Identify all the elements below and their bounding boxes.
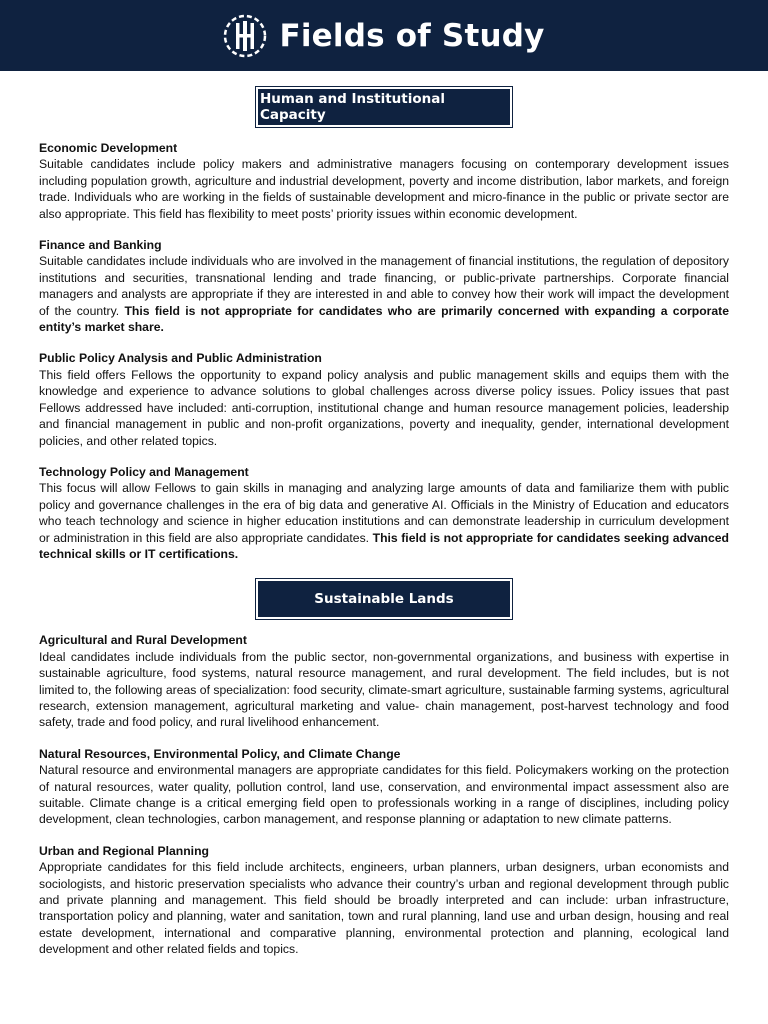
field-title: Economic Development — [39, 141, 178, 155]
field-title: Finance and Banking — [39, 238, 162, 253]
field-title: Agricultural and Rural Development — [39, 633, 247, 648]
page-title: Fields of Study — [279, 17, 545, 54]
field-body-text: Suitable candidates include individuals who are involved in the management of financial institutions, the regulation of depository institutions and securities, transnational lending and trade financing, or public-private partnerships. Corporate financial managers and analysts are appropriate if they are interested in and able to convey how their work will impact the development of the country. — [39, 254, 729, 318]
field-body-text: Ideal candidates include individuals from the public sector, non-governmental organizations, and business with expertise in sustainable agriculture, food systems, natural resource management, and rural development. The field includes, but is not limited to, the following areas of specialization: food security, climate-smart agriculture, sustainable farming systems, agricultural research, extension management, agricultural marketing and value- chain management, post-harvest technology and food safety, trade and food policy, and rural livelihood enhancement. — [39, 649, 729, 730]
field-description — [39, 367, 729, 449]
field-entry — [39, 746, 729, 828]
header-banner — [0, 0, 768, 71]
field-title: Urban and Regional Planning — [39, 843, 209, 858]
field-title: Public Policy Analysis and Public Administration — [39, 351, 322, 366]
field-body-text: Natural resource and environmental managers are appropriate candidates for this field. Policymakers working on the protection of natural resources, water quality, pollution control, land use, conservation, and environmental impact assessment also are suitable. Climate change is a critical emerging field open to professionals working in a range of disciplines, including policy development, clean technologies, carbon management, and response planning or adaptation to new climate patterns. — [39, 763, 729, 827]
field-entry — [39, 843, 729, 958]
field-body-text: Appropriate candidates for this field include architects, engineers, urban planners, urban designers, urban economists and sociologists, and historic preservation specialists who advance their country’s urban and regional development through public and private planning and management. This field should be broadly interpreted and can include: urban infrastructure, transportation policy and planning, water and sanitation, town and rural planning, land use and urban design, housing and real estate development, international and comparative planning, environmental protection and planning, ecological land development and other related fields and topics. — [39, 860, 729, 957]
field-body-text: This focus will allow Fellows to gain skills in managing and analyzing large amounts of data and familiarize them with public policy and governance challenges in the era of big data and generative AI. Officials in the Ministry of Education and educators who teach technology and science in higher education institutions and can demonstrate leadership in curriculum development or administration in this field are also appropriate candidates. — [39, 481, 729, 545]
field-note: This field is not appropriate for candidates who are primarily concerned with expanding a corporate entity’s market share. — [39, 303, 730, 335]
field-entry — [39, 464, 729, 562]
section-title-box: Sustainable Lands — [258, 581, 510, 617]
field-description — [39, 762, 729, 828]
seal-logo-icon — [223, 14, 267, 58]
field-entry — [39, 350, 729, 448]
field-description — [39, 649, 729, 731]
field-description — [39, 253, 729, 335]
field-entry — [39, 140, 729, 222]
field-body-text: This field offers Fellows the opportunity to expand policy analysis and public management skills and equips them with the knowledge and experience to advance solutions to global challenges across diverse policy issues. Policy issues that past Fellows addressed have included: anti-corruption, institutional change and human resource management policies, leadership and financial management in public and non-profit organizations, poverty and inequality, gender, international development policies, and other related topics. — [39, 367, 729, 448]
section-header — [39, 89, 729, 125]
field-note: This field is not appropriate for candidates seeking advanced technical skills or IT certifications. — [39, 530, 729, 561]
field-description — [39, 480, 729, 562]
field-body-text: Suitable candidates include policy makers and administrative managers focusing on contemporary development issues including population growth, agriculture and industrial development, poverty and income distribution, labor markets, and foreign trade. Individuals who are working in the fields of sustainable development and micro-finance in the public or private sector are also appropriate. This field has flexibility to meet posts’ priority issues within economic development. — [39, 157, 729, 221]
section-title-box: Human and Institutional Capacity — [258, 89, 510, 125]
field-description — [39, 859, 729, 957]
section-header — [39, 581, 729, 617]
field-entry — [39, 632, 729, 730]
field-title: Natural Resources, Environmental Policy, and Climate Change — [39, 746, 401, 761]
field-title: Technology Policy and Management — [39, 464, 249, 479]
field-description — [39, 156, 729, 222]
field-entry — [39, 237, 729, 335]
document-body — [0, 89, 768, 958]
